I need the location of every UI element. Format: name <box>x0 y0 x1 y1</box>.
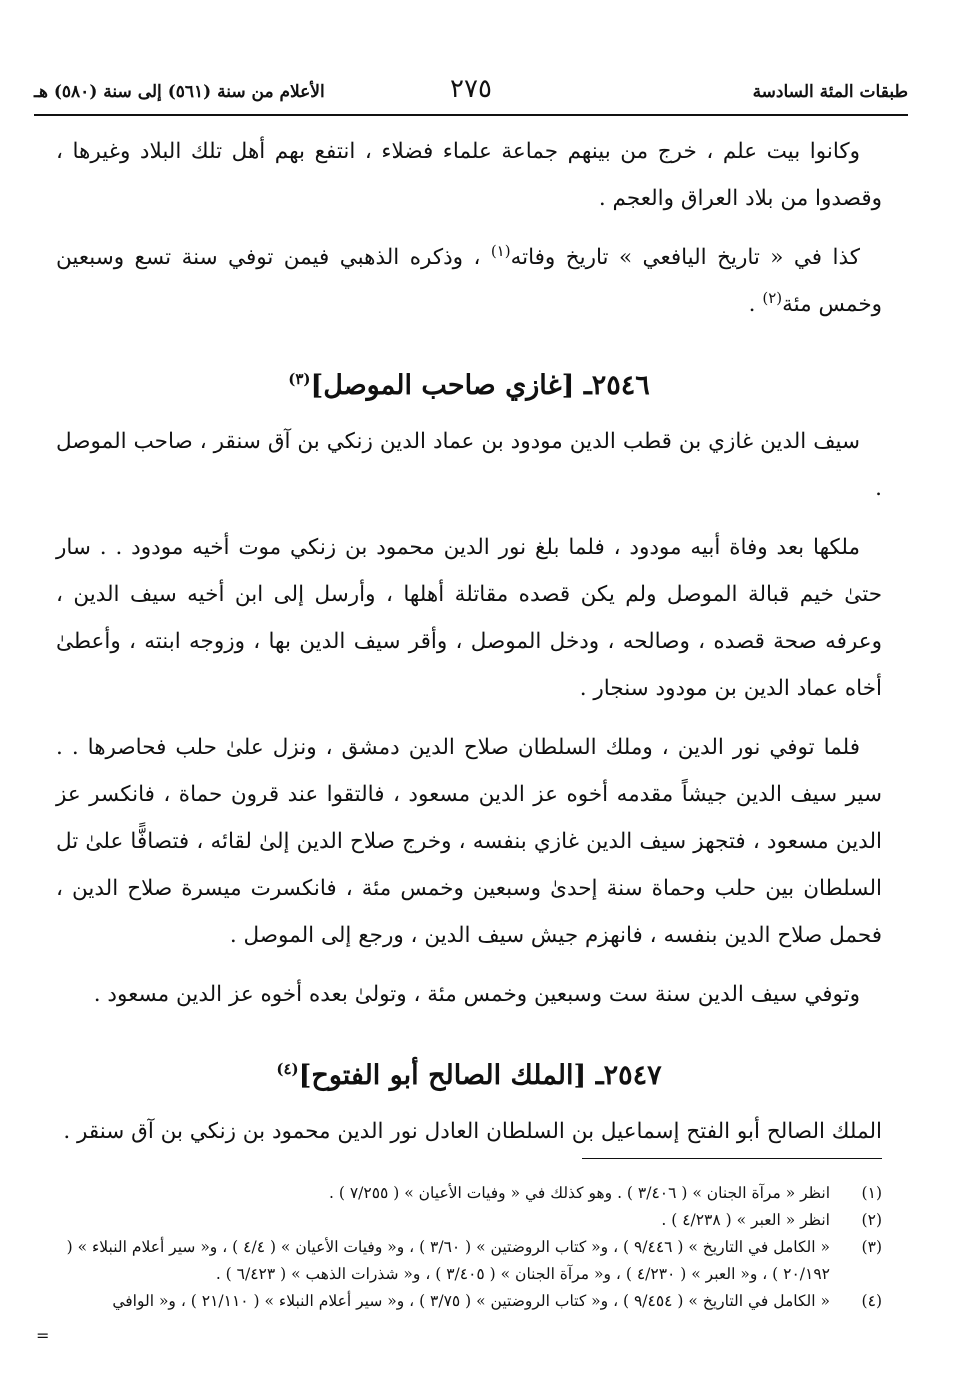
paragraph-with-refs <box>56 234 882 328</box>
footnote <box>36 1288 882 1315</box>
footnote-ref: (٤) <box>276 1060 299 1078</box>
page-header <box>34 74 908 114</box>
paragraph: فلما توفي نور الدين ، وملك السلطان صلاح الدين دمشق ، ونزل علىٰ حلب فحاصرها . . سير سيف الدين جيشاً مقدمه أخوه عز الدين مسعود ، فالتقوا عند قرون حماة ، فانكسر عز الدين مسعود ، فتجهز سيف الدين غازي بنفسه ، وخرج صلاح الدين إلىٰ لقائه ، فتصافًّا علىٰ تل السلطان بين حلب وحماة سنة إحدىٰ وسبعين وخمس مئة ، فانكسرت ميسرة صلاح الدين ، فحمل صلاح الدين بنفسه ، فانهزم جيش سيف الدين ، ورجع إلى الموصل . <box>56 735 882 948</box>
header-rule <box>34 114 908 116</box>
page-number: ٢٧٥ <box>450 74 492 104</box>
footnote-number: (٤) <box>861 1292 882 1310</box>
paragraph: وتوفي سيف الدين سنة ست وسبعين وخمس مئة ، وتولىٰ بعده أخوه عز الدين مسعود . <box>93 982 860 1007</box>
footnote <box>36 1234 882 1288</box>
footnotes <box>36 1180 882 1315</box>
page-body <box>56 128 882 1167</box>
paragraph: الملك الصالح أبو الفتح إسماعيل بن السلطان العادل نور الدين محمود بن زنكي بن آق سنقر . <box>63 1119 882 1144</box>
footnote-number: (٣) <box>861 1238 882 1256</box>
footnote-number: (١) <box>861 1184 882 1202</box>
footnote-rule <box>582 1158 882 1159</box>
footnote-text: انظر « العبر » ( ٤/٢٣٨ ) . <box>661 1211 830 1229</box>
footnote-text: انظر « مرآة الجنان » ( ٣/٤٠٦ ) . وهو كذلك في « وفيات الأعيان » ( ٧/٢٥٥ ) . <box>329 1184 830 1202</box>
entry-title-text: ٢٥٤٦ـ [غازي صاحب الموصل] <box>310 370 650 401</box>
footnote <box>36 1207 882 1234</box>
footnote <box>36 1180 882 1207</box>
header-book-section: طبقات المئة السادسة <box>752 82 908 102</box>
paragraph: ملكها بعد وفاة أبيه مودود ، فلما بلغ نور الدين محمود بن زنكي موت أخيه مودود . . سار حتىٰ خيم قبالة الموصل ولم يكن قصده مقاتلة أهلها ، وأرسل إلى ابن أخيه سيف الدين ، وعرفه صحة قصده ، وصالحه ، ودخل الموصل ، وأقر سيف الدين بها ، وزوجه ابنته ، وأعطىٰ أخاه عماد الدين بن مودود سنجار . <box>56 535 882 701</box>
text-segment: ، وذكره الذهبي فيمن توفي سنة تسع وسبعين وخمس مئة <box>56 245 882 317</box>
continuation-mark: = <box>36 1326 50 1345</box>
text-segment: كذا في « تاريخ اليافعي » تاريخ وفاته <box>510 245 860 270</box>
text-segment: . <box>748 292 763 317</box>
footnote-ref: (٢) <box>762 288 783 307</box>
entry-title-text: ٢٥٤٧ـ [الملك الصالح أبو الفتوح] <box>298 1060 662 1091</box>
footnote-ref: (٣) <box>288 370 311 388</box>
paragraph: سيف الدين غازي بن قطب الدين مودود بن عماد الدين زنكي بن آق سنقر ، صاحب الموصل . <box>56 429 882 501</box>
footnote-text: « الكامل في التاريخ » ( ٩/٤٤٦ ) ، و« كتاب الروضتين » ( ٣/٦٠ ) ، و« وفيات الأعيان » ( ٤/٤ ) ، و« سير أعلام النبلاء » ( ٢٠/١٩٢ ) ، و« العبر » ( ٤/٢٣٠ ) ، و« مرآة الجنان » ( ٣/٤٠٥ ) ، و« شذرات الذهب » ( ٦/٤٢٣ ) . <box>66 1238 830 1283</box>
footnote-text: « الكامل في التاريخ » ( ٩/٤٥٤ ) ، و« كتاب الروضتين » ( ٣/٧٥ ) ، و« سير أعلام النبلاء » ( ٢١/١١٠ ) ، و« الوافي <box>112 1292 830 1310</box>
paragraph: وكانوا بيت علم ، خرج من بينهم جماعة علماء فضلاء ، انتفع بهم أهل تلك البلاد وغيرها ، وقصدوا من بلاد العراق والعجم . <box>56 139 882 211</box>
footnote-ref: (١) <box>490 241 511 260</box>
footnote-number: (٢) <box>861 1211 882 1229</box>
entry-title <box>56 364 882 408</box>
header-chapter-range: الأعلام من سنة (٥٦١) إلى سنة (٥٨٠) هـ <box>34 82 325 102</box>
entry-title <box>56 1054 882 1098</box>
